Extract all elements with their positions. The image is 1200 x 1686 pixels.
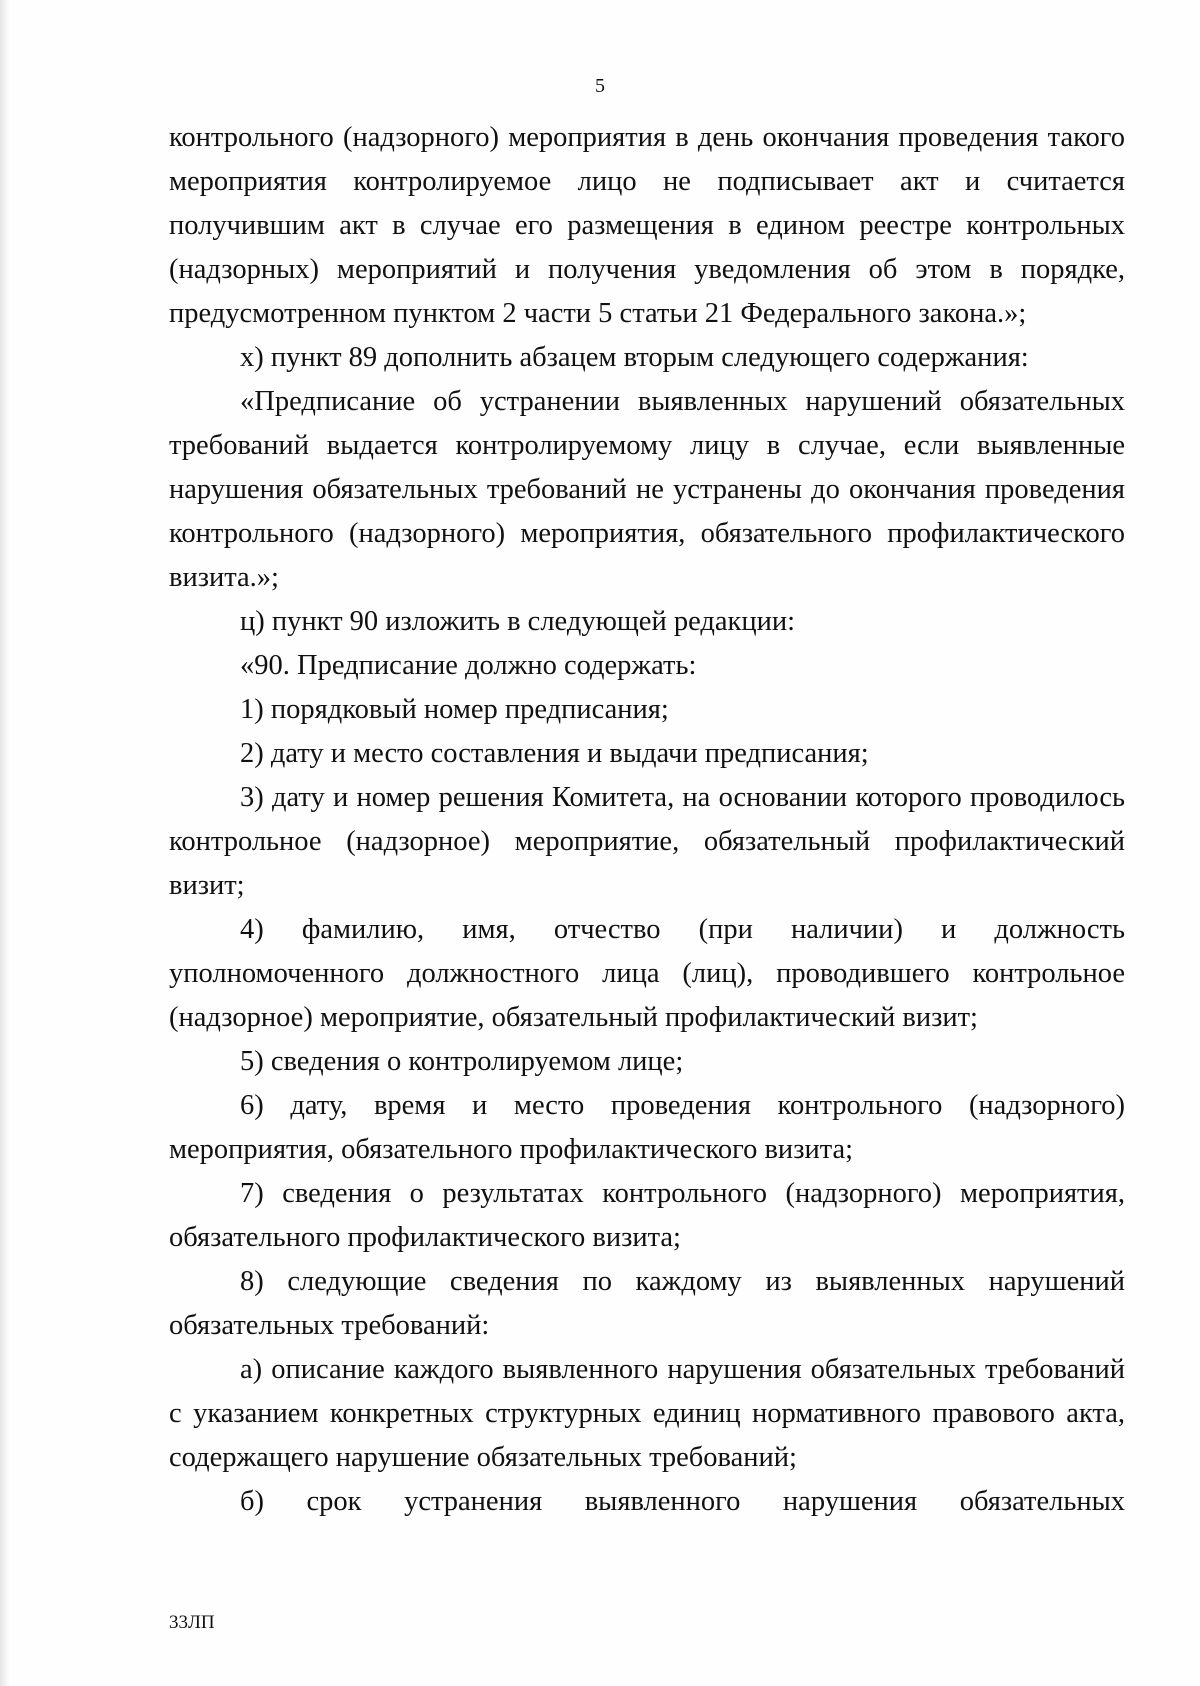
paragraph-item-90: «90. Предписание должно содержать: [240, 650, 697, 681]
page-number: 5 [595, 75, 605, 97]
paragraph-amendment-ts: ц) пункт 90 изложить в следующей редакции: [240, 606, 796, 637]
list-item-3: 3) дату и номер решения Комитета, на основании которого проводилось контрольное (надзорное) мероприятие, обязательный профилактический визит; [169, 782, 1125, 901]
list-item-7: 7) сведения о результатах контрольного (надзорного) мероприятия, обязательного профилактического визита; [169, 1178, 1125, 1253]
footer-code: 33ЛП [169, 1612, 215, 1633]
list-item-6: 6) дату, время и место проведения контрольного (надзорного) мероприятия, обязательного профилактического визита; [169, 1090, 1125, 1165]
list-item-5: 5) сведения о контролируемом лице; [240, 1046, 684, 1077]
document-body [169, 116, 1125, 1524]
list-item-8: 8) следующие сведения по каждому из выявленных нарушений обязательных требований: [169, 1266, 1125, 1341]
paragraph-amendment-x: х) пункт 89 дополнить абзацем вторым следующего содержания: [240, 342, 1029, 373]
paragraph-continuation: контрольного (надзорного) мероприятия в день окончания проведения такого мероприятия контролируемое лицо не подписывает акт и считается получившим акт в случае его размещения в едином реестре контрольных (надзорных) мероприятий и получения уведомления об этом в порядке, предусмотренном пунктом 2 части 5 статьи 21 Федерального закона.»; [169, 122, 1125, 329]
sub-item-b: б) срок устранения выявленного нарушения обязательных [240, 1486, 1125, 1517]
scan-edge [0, 0, 10, 1686]
paragraph-quote-prescription: «Предписание об устранении выявленных нарушений обязательных требований выдается контролируемому лицу в случае, если выявленные нарушения обязательных требований не устранены до окончания проведения контрольного (надзорного) мероприятия, обязательного профилактического визита.»; [169, 386, 1125, 593]
list-item-4: 4) фамилию, имя, отчество (при наличии) и должность уполномоченного должностного лица (лиц), проводившего контрольное (надзорное) мероприятие, обязательный профилактический визит; [169, 914, 1125, 1033]
list-item-1: 1) порядковый номер предписания; [240, 694, 669, 725]
list-item-2: 2) дату и место составления и выдачи предписания; [240, 738, 869, 769]
sub-item-a: а) описание каждого выявленного нарушения обязательных требований с указанием конкретных структурных единиц нормативного правового акта, содержащего нарушение обязательных требований; [169, 1354, 1125, 1473]
